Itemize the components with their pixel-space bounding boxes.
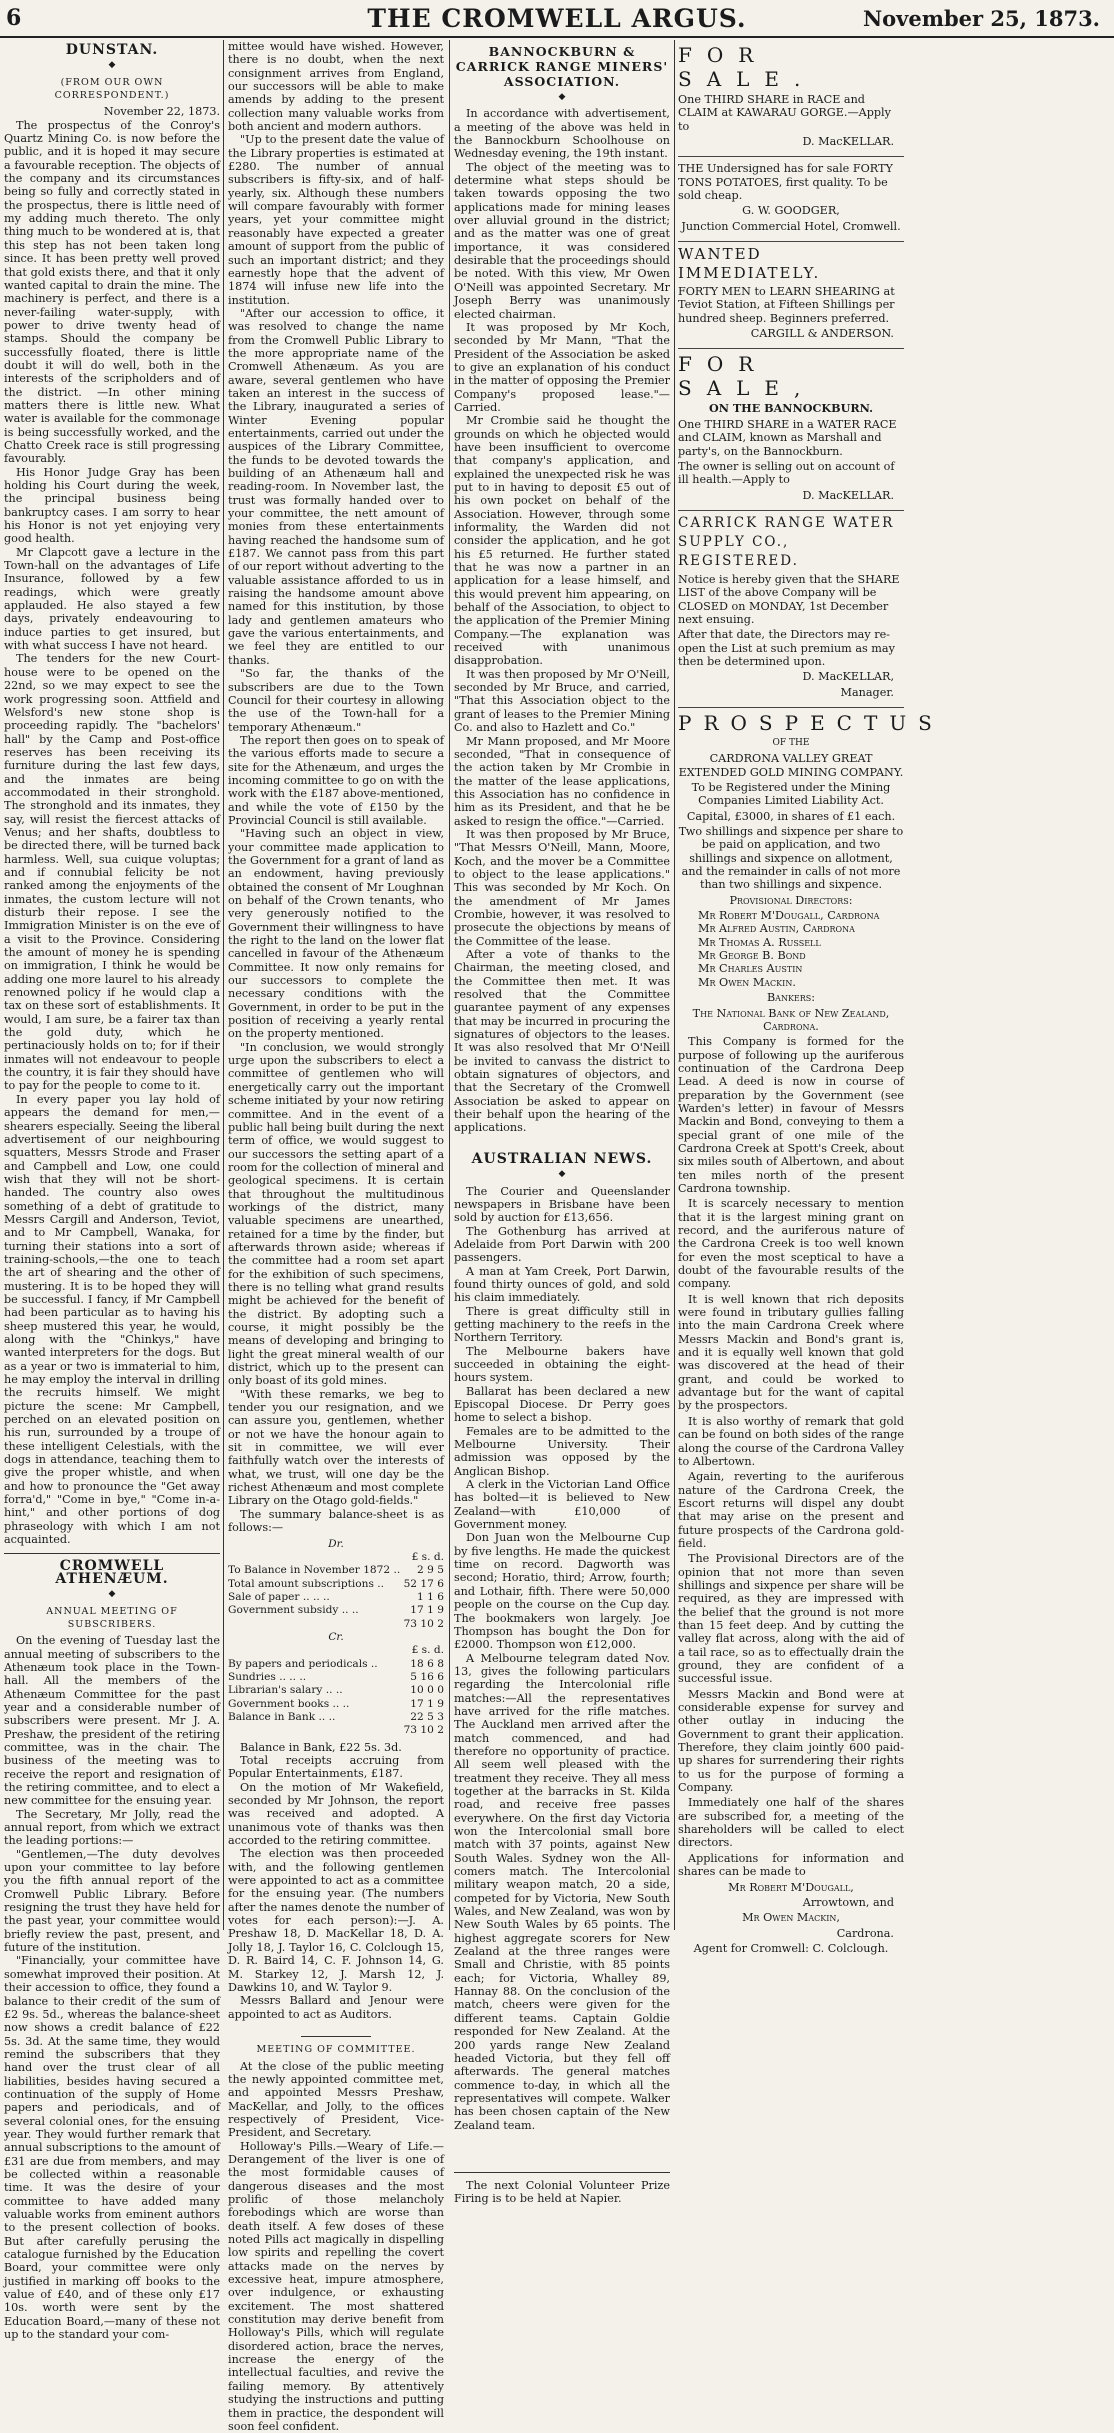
- paragraph: The Courier and Queenslander newspapers in Brisbane have been sold by auction for £13,656.: [454, 1184, 670, 1225]
- advert-body: One THIRD SHARE in RACE and CLAIM at KAWARAU GORGE.—Apply to: [678, 93, 891, 133]
- article-heading: AUSTRALIAN NEWS.: [471, 1150, 653, 1167]
- balance-row: [228, 1578, 444, 1591]
- balance-item: Librarian's salary .. ..: [228, 1684, 343, 1697]
- advert-body: One THIRD SHARE in a WATER RACE and CLAIM, known as Marshall and party's, on the Bannockburn.: [678, 417, 897, 458]
- column-2: [228, 40, 444, 2433]
- article-heading: DUNSTAN.: [65, 42, 159, 58]
- prospectus-paragraph: Messrs Mackin and Bond were at considerable expense for survey and other outlay in inducing the Government to grant their application. Therefore, they claim jointly 600 paid-up shares for surrendering their rights to us for the purpose of forming a Company.: [678, 1687, 904, 1795]
- balance-row: [228, 1684, 444, 1697]
- advert-title: FOR SALE,: [678, 352, 816, 401]
- balance-row: [228, 1604, 444, 1617]
- paragraph: The report then goes on to speak of the various efforts made to secure a site for the Athenæum, and urges the incoming committee to go on with the work with the £187 above-mentioned, and while the vote of £150 by the Provincial Council is still available.: [228, 733, 444, 827]
- balance-amount: 52 17 6: [403, 1577, 444, 1590]
- paragraph: "With these remarks, we beg to tender you our resignation, and we can assure you, gentlemen, whether or not we have the honour again to sit in committee, we will ever faithfully watch over the interests of what, we trust, will one day be the richest Athenæum and most complete Library on the Otago gold-fields.": [228, 1387, 444, 1508]
- paragraph: The election was then proceeded with, and the following gentlemen were appointed to act as a committee for the ensuing year. (The numbers after the names denote the number of votes for each person):—J. A. Preshaw 18, D. MacKellar 18, D. A. Jolly 18, J. Taylor 16, C. Colclough 15, D. R. Baird 14, C. F. Johnson 14, G. M. Starkey 12, J. Marsh 12, J. Dawkins 10, and W. Taylor 9.: [228, 1847, 444, 1994]
- paragraph: The prospectus of the Conroy's Quartz Mining Co. is now before the public, and it is hoped it may secure a favourable reception. The objects of the company and its circumstances being so fully and correctly stated in the prospectus, there is little need of my adding much thereto. The only thing much to be wondered at is, that this step has not been taken long since. It has been pretty well proved that gold exists there, and that it only wanted capital to drain the mine. The machinery is perfect, and there is a never-failing water-supply, with power to drive twenty head of stamps. Should the company be successfully floated, there is little doubt it will do well, both in the interests of the scripholders and of the district. —In other mining matters there is little new. What water is available for the commonage is being successfully worked, and the Chatto Creek race is still progressing favourably.: [4, 118, 220, 466]
- balance-amount: 1 1 6: [417, 1590, 444, 1603]
- contact-place: Arrowtown, and: [802, 1895, 894, 1909]
- advert-body: After that date, the Directors may re-open the List at such premium as may then be determined upon.: [678, 628, 895, 668]
- balance-item: Government books .. ..: [228, 1697, 350, 1710]
- credit-total: 73 10 2: [403, 1724, 444, 1737]
- paragraph: Don Juan won the Melbourne Cup by five lengths. He made the quickest time on record. Dagworth was second; Horatio, third; Arrow, fourth; and Lothair, fifth. There were 50,000 people on the course on the Cup day. The bookmakers won largely. Joe Thompson has bought the Don for £2000. Thompson won £12,000.: [454, 1531, 670, 1652]
- balance-item: Sale of paper .. .. ..: [228, 1590, 330, 1603]
- paragraph: In every paper you lay hold of appears the demand for men,—shearers especially. Seeing the liberal advertisement of our neighbouring squatters, Messrs Strode and Fraser and Campbell and Low, one could wish that they will not be short-handed. The country also owes something of a debt of gratitude to Messrs Cargill and Anderson, Teviot, and to Mr Campbell, Wanaka, for turning their stations into a sort of training-schools,—the one to teach the art of shearing and the other of mustering. It is to be hoped they will be successful. I fancy, if Mr Campbell had been particular as to having his sheep mustered this year, he would, along with the "Chinkys," have wanted interpreters for the dogs. But as a year or two is immaterial to him, he may employ the interval in drilling the recruits himself. We might picture the scene: Mr Campbell, perched on an elevated position on his run, surrounded by a troupe of these intelligent Celestials, with the dogs in attendance, teaching them to give the proper whistle, and when and how to pronounce the "Get away forra'd," "Come in bye," "Come in-a-hint," and other portions of dog phraseology with which I am not acquainted.: [4, 1092, 220, 1547]
- advert-carrick-range: [678, 511, 904, 708]
- subheading: ANNUAL MEETING OF SUBSCRIBERS.: [46, 1605, 178, 1630]
- byline: (FROM OUR OWN CORRESPONDENT.): [54, 76, 170, 102]
- paragraph: There is great difficulty still in getting machinery to the reefs in the Northern Territory.: [454, 1304, 670, 1345]
- prospectus-paragraph: This Company is formed for the purpose of following up the auriferous continuation of the Cardrona Deep Lead. A deed is now in course of preparation by the Government (see Warden's letter) in favour of Messrs Mackin and Bond, conveying to them a special grant of one mile of the Cardrona Creek at Spott's Creek, about six miles south of Albertown, and about ten miles north of the present Cardrona township.: [678, 1035, 904, 1195]
- paragraph: It was then proposed by Mr Bruce, "That Messrs O'Neill, Mann, Moore, Koch, and the mover be a Committee to object to the lease applications." This was seconded by Mr Koch. On the amendment of Mr James Crombie, however, it was resolved to prosecute the objections by means of the Committee of the lease.: [454, 827, 670, 948]
- paragraph: After a vote of thanks to the Chairman, the meeting closed, and the Committee then met. It was resolved that the Committee guarantee payment of any expenses that may be incurred in procuring the signatures of objectors to the leases. It was also resolved that Mr O'Neill be invited to canvass the district to obtain signatures of objectors, and that the Secretary of the Cromwell Association be asked to appear on their behalf upon the hearing of the applications.: [454, 948, 670, 1135]
- prospectus-paragraph: Applications for information and shares can be made to: [678, 1851, 904, 1879]
- ornament: ◆: [108, 60, 116, 71]
- balance-row: [228, 1711, 444, 1724]
- debit-total: 73 10 2: [403, 1617, 444, 1630]
- advert-body: THE Undersigned has for sale FORTY TONS POTATOES, first quality. To be sold cheap.: [678, 162, 893, 203]
- paragraph: The Secretary, Mr Jolly, read the annual report, from which we extract the leading portions:—: [4, 1807, 220, 1848]
- advert-body: The owner is selling out on account of ill health.—Apply to: [678, 459, 895, 487]
- balance-row: [228, 1658, 444, 1671]
- balance-item: Government subsidy .. ..: [228, 1604, 359, 1617]
- balance-amount: 17 1 9: [410, 1604, 444, 1617]
- prospectus-paragraph: Immediately one half of the shares are subscribed for, a meeting of the shareholders will be called to elect directors.: [678, 1796, 904, 1850]
- balance-amount: 5 16 6: [410, 1670, 444, 1683]
- balance-item: By papers and periodicals ..: [228, 1657, 378, 1670]
- prospectus-paragraph: The Provisional Directors are of the opinion that not more than seven shillings and sixpence per share will be required, as they are impressed with the belief that the ground is not more than 15 feet deep. And by cutting the valley flat across, along with the aid of a tail race, so as to effectually drain the ground, they are confident of a successful issue.: [678, 1552, 904, 1686]
- paragraph: The summary balance-sheet is as follows:—: [228, 1507, 444, 1535]
- advert-signature: D. MacKELLAR.: [802, 488, 894, 502]
- paragraph: "After our accession to office, it was resolved to change the name from the Cromwell Public Library to the more appropriate name of the Cromwell Athenæum. As you are aware, several gentlemen who have taken an interest in the success of the Library, inaugurated a series of Winter Evening popular entertainments, carried out under the auspices of the Library Committee, the funds to be devoted towards the building of an Athenæum hall and reading-room. In November last, the trust was formally handed over to your committee, the nett amount of monies from these entertainments having reached the handsome sum of £187. We cannot pass from this part of our report without adverting to the valuable assistance afforded to us in raising the handsome amount above named for this institution, by those lady and gentlemen amateurs who gave the various entertainments, and we feel they are entitled to our thanks.: [228, 306, 444, 667]
- balance-row: [228, 1564, 444, 1577]
- column-rule: [449, 40, 450, 1930]
- balance-amount: 10 0 0: [410, 1684, 444, 1697]
- advert-body: FORTY MEN to LEARN SHEARING at Teviot Station, at Fifteen Shillings per hundred sheep. Beginners preferred.: [678, 285, 895, 325]
- paragraph: "Financially, your committee have somewhat improved their position. At their accession to office, they found a balance to their credit of the sum of £2 9s. 5d., whereas the balance-sheet now shows a credit balance of £22 5s. 3d. At the same time, they would remind the subscribers that they hand over the trust clear of all liabilities, besides having secured a continuation of the supply of Home papers and periodicals, and of several colonial ones, for the ensuing year. They would further remark that annual subscriptions to the amount of £31 are due from members, and may be collected within a reasonable time. It was the desire of your committee to have added many valuable works from eminent authors to the present collection of books. But after carefully perusing the catalogue furnished by the Education Board, your committee were only justified in marking off books to the value of £40, and of these only £17 10s. worth were sent by the Education Board,—many of these not up to the standard your com-: [4, 1954, 220, 2342]
- share-terms: Two shillings and sixpence per share to be paid on application, and two shillings and sixpence on allotment, and the remainder in calls of not more than two shillings and sixpence.: [678, 825, 904, 892]
- balance-item: Total amount subscriptions ..: [228, 1577, 384, 1590]
- contact-place: Cardrona.: [836, 1926, 894, 1940]
- paragraph: Mr Clapcott gave a lecture in the Town-hall on the advantages of Life Insurance, followed by a few readings, which were greatly applauded. He also stayed a few days, privately endeavouring to induce parties to get insured, but with what success I have not heard.: [4, 545, 220, 653]
- advert-signature: D. MacKELLAR,: [802, 670, 894, 684]
- currency-heading: £ s. d.: [411, 1550, 444, 1563]
- prospectus-paragraph: It is also worthy of remark that gold can be found on both sides of the range along the course of the Cardrona Valley to Albertown.: [678, 1414, 904, 1468]
- column-1: [4, 40, 220, 2342]
- director: Mr Robert M'Dougall, Cardrona: [698, 909, 880, 923]
- currency-heading: £ s. d.: [411, 1644, 444, 1657]
- paragraph: A man at Yam Creek, Port Darwin, found thirty ounces of gold, and sold his claim immediately.: [454, 1264, 670, 1305]
- article-heading: BANNOCKBURN & CARRICK RANGE MINERS' ASSOCIATION.: [455, 44, 669, 89]
- balance-amount: 22 5 3: [410, 1710, 444, 1723]
- bank: The National Bank of New Zealand, Cardrona.: [692, 1006, 890, 1033]
- registration: To be Registered under the Mining Companies Limited Liability Act.: [691, 781, 891, 808]
- balance-sheet: [228, 1538, 444, 1738]
- advert-for-sale: [678, 40, 904, 157]
- prospectus-paragraph: It is well known that rich deposits were found in tributary gullies falling into the main Cardrona Creek where Messrs Mackin and Bond's grant is, and it is equally well known that gold was discovered at the head of their grant, and could be worked to advantage but for the want of capital by the prospectors.: [678, 1292, 904, 1413]
- director: Mr George B. Bond: [698, 949, 806, 963]
- paragraph: It was proposed by Mr Koch, seconded by Mr Mann, "That the President of the Association be asked to give an explanation of his conduct in the matter of opposing the Premier Company's proposed lease."—Carried.: [454, 320, 670, 414]
- advert-signature: G. W. GOODGER,: [742, 204, 840, 218]
- paragraph: Mr Mann proposed, and Mr Moore seconded, "That in consequence of the action taken by Mr Crombie in the matter of the lease applications, this Association has no confidence in him as its President, and that he be asked to resign the office."—Carried.: [454, 734, 670, 828]
- contact: Mr Robert M'Dougall,: [728, 1880, 854, 1894]
- paragraph: The object of the meeting was to determine what steps should be taken towards opposing the two applications made for mining leases over alluvial ground in the district; and as the matter was one of great importance, it was considered desirable that the proceedings should be noted. With this view, Mr Owen O'Neill was appointed Secretary. Mr Joseph Berry was unanimously elected chairman.: [454, 160, 670, 321]
- subheading: MEETING OF COMMITTEE.: [256, 2044, 416, 2056]
- balance-amount: 18 6 8: [410, 1657, 444, 1670]
- contact: Mr Owen Mackin,: [742, 1911, 840, 1925]
- paragraph: The Gothenburg has arrived at Adelaide from Port Darwin with 200 passengers.: [454, 1224, 670, 1265]
- advert-signature: CARGILL & ANDERSON.: [750, 327, 894, 341]
- balance-row: [228, 1591, 444, 1604]
- director: Mr Charles Austin: [698, 962, 803, 976]
- issue-date: November 25, 1873.: [862, 6, 1100, 31]
- paragraph: At the close of the public meeting the newly appointed committee met, and appointed Messrs Preshaw, MacKellar, and Jolly, to the offices respectively of President, Vice-President, and Secretary.: [228, 2059, 444, 2140]
- balance-row: [228, 1671, 444, 1684]
- paragraph: His Honor Judge Gray has been holding his Court during the week, the principal business being bankruptcy cases. I am sorry to hear his Honor is not yet enjoying very good health.: [4, 465, 220, 546]
- paragraph: The next Colonial Volunteer Prize Firing is to be held at Napier.: [454, 2172, 670, 2206]
- paragraph: It was then proposed by Mr O'Neill, seconded by Mr Bruce, and carried, "That this Association object to the grant of leases to the Premier Mining Co. and also to Hazlett and Co.": [454, 667, 670, 735]
- advert-title: FOR SALE.: [678, 43, 816, 91]
- paragraph: "Up to the present date the value of the Library properties is estimated at £280. The number of annual subscribers is fifty-six, and of half-yearly, six. Although these numbers will compare favourably with former years, yet your committee might reasonably have expected a greater amount of support from the public of such an important district; and they earnestly hope that the advent of 1874 will infuse new life into the institution.: [228, 133, 444, 307]
- advert-role: Manager.: [840, 685, 894, 699]
- paragraph: Total receipts accruing from Popular Entertainments, £187.: [228, 1754, 444, 1781]
- advert-for-sale-bannockburn: [678, 349, 904, 510]
- paragraph: The Melbourne bakers have succeeded in obtaining the eight-hours system.: [454, 1344, 670, 1385]
- credit-heading: Cr.: [328, 1630, 344, 1643]
- advert-potatoes: [678, 157, 904, 242]
- advert-signature: D. MacKELLAR.: [802, 135, 894, 149]
- paragraph: Females are to be admitted to the Melbourne University. Their admission was opposed by the Anglican Bishop.: [454, 1424, 670, 1478]
- balance-item: Sundries .. .. ..: [228, 1670, 307, 1683]
- paragraph: On the motion of Mr Wakefield, seconded by Mr Johnson, the report was received and adopted. A unanimous vote of thanks was then accorded to the retiring committee.: [228, 1780, 444, 1848]
- director: Mr Alfred Austin, Cardrona: [698, 922, 855, 936]
- masthead: [0, 0, 1114, 38]
- balance-item: To Balance in November 1872 ..: [228, 1564, 401, 1577]
- column-rule: [223, 40, 224, 1930]
- paragraph: In accordance with advertisement, a meeting of the above was held in the Bannockburn Schoolhouse on Wednesday evening, the 19th instant.: [454, 107, 670, 161]
- prospectus-paragraph: It is scarcely necessary to mention that it is the largest mining grant on record, and the auriferous nature of the Cardrona Creek is too well known for even the most sceptical to have a doubt of the favourable results of the company.: [678, 1197, 904, 1291]
- paragraph: "In conclusion, we would strongly urge upon the subscribers to elect a committee of gentlemen who will energetically carry out the important scheme initiated by your now retiring committee. And in the event of a public hall being built during the next term of office, we would suggest to our successors the setting apart of a room for the collection of mineral and geological specimens. It is certain that throughout the multitudinous workings of the district, many valuable specimens are unearthed, retained for a time by the finder, but afterwards thrown aside; whereas if the committee had a room set apart for the exhibition of such specimens, there is no telling what grand results might be achieved for the benefit of the district. By adopting such a course, it might possibly be the means of developing and bringing to light the great mineral wealth of our district, which up to the present can only boast of its gold mines.: [228, 1040, 444, 1388]
- paragraph: A clerk in the Victorian Land Office has bolted—it is believed to New Zealand—with £10,000 of Government money.: [454, 1478, 670, 1532]
- advert-title: CARRICK RANGE WATER SUPPLY CO., REGISTERED.: [678, 514, 895, 569]
- capital: Capital, £3000, in shares of £1 each.: [686, 809, 896, 823]
- divider: [228, 2027, 444, 2040]
- advert-title: PROSPECTUS: [678, 710, 944, 735]
- advert-wanted: [678, 242, 904, 349]
- prospectus-paragraph: Again, reverting to the auriferous nature of the Cardrona Creek, the Escort returns will dispel any doubt that may arise on the present and future prospects of the Cardrona gold-field.: [678, 1470, 904, 1550]
- advert-prospectus: [678, 708, 944, 1963]
- balance-row: [228, 1698, 444, 1711]
- director: Mr Owen Mackin.: [698, 975, 796, 989]
- directors-heading: Provisional Directors:: [729, 893, 853, 907]
- paragraph: Holloway's Pills.—Weary of Life.—Derangement of the liver is one of the most formidable causes of dangerous diseases and the most prolific of those melancholy forebodings which are worse than death itself. A few doses of these noted Pills act magically in dispelling low spirits and repelling the covert attacks made on the nerves by excessive heat, impure atmosphere, over indulgence, or exhausting excitement. The most shattered constitution may derive benefit from Holloway's Pills, which will regulate disordered action, brace the nerves, increase the energy of the intellectual faculties, and revive the failing memory. By attentively studying the instructions and putting them in practice, the despondent will soon feel confident.: [228, 2139, 444, 2433]
- column-3: [454, 40, 670, 2206]
- paragraph: Messrs Ballard and Jenour were appointed to act as Auditors.: [228, 1994, 444, 2021]
- paragraph: mittee would have wished. However, there is no doubt, when the next consignment arrives from England, our successors will be able to make amends by adding to the present collection many valuable works from both ancient and modern authors.: [228, 40, 444, 134]
- balance-amount: 2 9 5: [417, 1564, 444, 1577]
- paragraph: Ballarat has been declared a new Episcopal Diocese. Dr Perry goes home to select a bishop.: [454, 1384, 670, 1425]
- balance-item: Balance in Bank .. ..: [228, 1710, 336, 1723]
- director: Mr Thomas A. Russell: [698, 935, 821, 949]
- newspaper-title: THE CROMWELL ARGUS.: [367, 4, 747, 33]
- agent: Agent for Cromwell: C. Colclough.: [693, 1941, 889, 1955]
- paragraph: On the evening of Tuesday last the annual meeting of subscribers to the Athenæum took place in the Town-hall. All the members of the Athenæum Committee for the past year and a considerable number of subscribers were present. Mr J. A. Preshaw, the president of the retiring committee, was in the chair. The business of the meeting was to receive the report and resignation of the retiring committee, and to elect a new committee for the ensuing year.: [4, 1634, 220, 1808]
- advert-address: Junction Commercial Hotel, Cromwell.: [681, 219, 901, 233]
- column-rule: [674, 40, 675, 1930]
- paragraph: Mr Crombie said he thought the grounds on which he objected would have been insufficient to overcome that company's application, and explained the unexpected risk he was put to in having to deposit £5 out of his own pocket on behalf of the Association. However, through some informality, the Warden did not consider the application, and he got his £5 returned. He further stated that he was now a partner in an application for a lease himself, and this would prevent him appearing, on behalf of the Association, to object to the application of the Premier Mining Company.—The explanation was received with unanimous disapprobation.: [454, 414, 670, 668]
- paragraph: The tenders for the new Court-house were to be opened on the 22nd, so we may expect to see the work progressing soon. Attfield and Welsford's new stone shop is proceeding rapidly. The "bachelors' hall" by the Camp and Post-office reserves has been receiving its furniture during the last few days, and the inmates are being accommodated in their stronghold. The stronghold and its inmates, they say, will resist the fiercest attacks of Venus; and her shafts, doubtless to be directed there, will be turned back harmless. Well, sua cuique voluptas; and if connubial felicity be not ranked among the enjoyments of the inmates, the custom lecture will not disturb their repose. I see the Immigration Minister is on the eve of a visit to the Province. Considering the amount of money he is spending on immigration, I think he would be adding one more laurel to his already renowned policy if he would clap a tax on these sort of establishments. It would, I am sure, be a fairer tax than the gold duty, which he pertinaciously holds on to; for if their inmates will not endeavour to people the country, it is fair they should have to pay for the people to come to it.: [4, 652, 220, 1093]
- company-name: CARDRONA VALLEY GREAT EXTENDED GOLD MINING COMPANY.: [678, 752, 904, 779]
- paragraph: "Gentlemen,—The duty devolves upon your committee to lay before you the fifth annual report of the Cromwell Public Library. Before resigning the trust they have held for the past year, your committee would briefly review the past, present, and future of the institution.: [4, 1847, 220, 1955]
- paragraph: "So far, the thanks of the subscribers are due to the Town Council for their courtesy in allowing the use of the Town-hall for a temporary Athenæum.": [228, 667, 444, 734]
- advert-title: WANTED IMMEDIATELY.: [678, 245, 821, 283]
- ornament: ◆: [108, 1589, 116, 1600]
- bankers-heading: Bankers:: [766, 991, 816, 1005]
- advert-body: Notice is hereby given that the SHARE LIST of the above Company will be CLOSED on MONDAY, 1st December next ensuing.: [678, 572, 900, 626]
- debit-heading: Dr.: [328, 1537, 344, 1550]
- balance-amount: 17 1 9: [410, 1697, 444, 1710]
- dateline: November 22, 1873.: [103, 105, 220, 119]
- column-4-advertisements: [678, 40, 944, 1955]
- advert-subtitle: ON THE BANNOCKBURN.: [708, 401, 874, 416]
- advert-of: OF THE: [772, 737, 810, 748]
- page-number: 6: [6, 5, 22, 31]
- paragraph: "Having such an object in view, your committee made application to the Government for a grant of land as an endowment, having previously obtained the consent of Mr Loughnan on behalf of the Crown tenants, who very generously notified to the Government their willingness to have the right to the land on the lower flat cancelled in favour of the Athenæum Committee. It now only remains for our successors to complete the necessary conditions with the Government, in order to be put in the position of receiving a yearly rental on the property mentioned.: [228, 827, 444, 1041]
- paragraph: A Melbourne telegram dated Nov. 13, gives the following particulars regarding the Intercolonial rifle matches:—All the representatives have arrived for the rifle matches. The Auckland men arrived after the match commenced, and had therefore no opportunity of practice. All seem well pleased with the treatment they receive. They all mess together at the barracks in St. Kilda road, and receive free passes everywhere. On the first day Victoria won the Intercolonial small bore match with 37 points, against New South Wales. Sydney won the All-comers match. The Intercolonial military weapon match, 20 a side, competed for by Victoria, New South Wales, and New Zealand, was won by New South Wales by 65 points. The highest aggregate scorers for New Zealand at the three ranges were Small and Christie, with 85 points each; for Victoria, Whalley 89, Hannay 88. On the conclusion of the match, cheers were given for the different teams. Captain Goldie responded for New Zealand. At the 200 yards range New Zealand headed Victoria, but they fell off afterwards. The general matches commence to-day, in which all the representatives will compete. Walker has been chosen captain of the New Zealand team.: [454, 1651, 670, 2132]
- paragraph: Balance in Bank, £22 5s. 3d.: [240, 1740, 402, 1754]
- ornament: ◆: [558, 1169, 566, 1180]
- article-heading: CROMWELL ATHENÆUM.: [4, 1553, 220, 1587]
- ornament: ◆: [558, 92, 566, 102]
